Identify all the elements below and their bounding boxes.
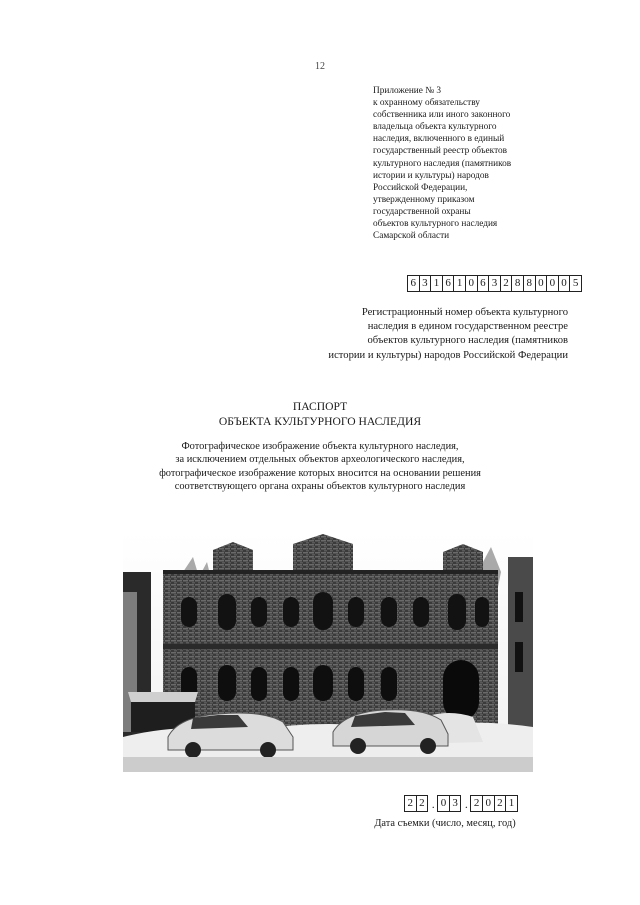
appendix-line: государственной охраны <box>373 206 471 217</box>
appendix-line: Российской Федерации, <box>373 182 468 193</box>
appendix-line: Приложение № 3 <box>373 86 442 96</box>
registration-caption-line: объектов культурного наследия (памятников <box>367 335 568 347</box>
registration-digit: 5 <box>569 275 582 292</box>
registration-digit: 0 <box>558 275 571 292</box>
registration-digit: 3 <box>488 275 501 292</box>
registration-digit: 1 <box>453 275 466 292</box>
photo-caption-line: за исключением отдельных объектов археологического наследия, <box>175 454 465 466</box>
date-year <box>471 795 517 812</box>
date-digit: 2 <box>470 795 483 812</box>
registration-caption-line: истории и культуры) народов Российской Федерации <box>328 349 568 361</box>
appendix-line: Самарской области <box>373 231 450 242</box>
page-number: 12 <box>315 61 325 72</box>
appendix-block <box>373 85 613 242</box>
photo-caption-line: фотографическое изображение которых вносится на основании решения <box>159 467 481 479</box>
registration-digit: 2 <box>500 275 513 292</box>
appendix-line: культурного наследия (памятников <box>373 158 512 169</box>
registration-caption <box>268 306 568 363</box>
shoot-date-caption: Дата съемки (число, месяц, год) <box>374 818 516 829</box>
registration-digit: 3 <box>419 275 432 292</box>
registration-caption-line: Регистрационный номер объекта культурного <box>361 307 568 318</box>
date-digit: 2 <box>494 795 507 812</box>
passport-title <box>0 399 640 429</box>
date-separator: . <box>431 797 435 811</box>
date-day <box>405 795 428 812</box>
appendix-line: владельца объекта культурного <box>373 122 497 133</box>
registration-digit: 6 <box>442 275 455 292</box>
appendix-line: объектов культурного наследия <box>373 219 498 230</box>
building-photo <box>123 532 533 772</box>
date-digit: 0 <box>482 795 495 812</box>
title-line-2: ОБЪЕКТА КУЛЬТУРНОГО НАСЛЕДИЯ <box>218 415 422 428</box>
shoot-date-boxes <box>405 792 518 812</box>
date-digit: 0 <box>437 795 450 812</box>
registration-digit: 8 <box>523 275 536 292</box>
date-month <box>438 795 461 812</box>
appendix-line: истории и культуры) народов <box>373 170 489 181</box>
registration-digit: 8 <box>511 275 524 292</box>
registration-digit: 1 <box>430 275 443 292</box>
appendix-line: государственный реестр объектов <box>373 146 508 157</box>
title-line-1: ПАСПОРТ <box>292 400 348 413</box>
registration-digit: 6 <box>407 275 420 292</box>
registration-number-boxes <box>408 275 582 292</box>
date-digit: 2 <box>404 795 417 812</box>
appendix-line: собственника или иного законного <box>373 110 511 121</box>
date-separator: . <box>464 797 468 811</box>
date-digit: 1 <box>505 795 518 812</box>
registration-caption-line: наследия в едином государственном реестре <box>367 321 568 333</box>
appendix-line: утвержденному приказом <box>373 194 475 205</box>
registration-digit: 0 <box>465 275 478 292</box>
appendix-line: наследия, включенного в единый <box>373 134 505 145</box>
photo-caption-line: соответствующего органа охраны объектов культурного наследия <box>174 481 466 493</box>
photo-caption-line: Фотографическое изображение объекта культурного наследия, <box>181 441 459 452</box>
registration-digit: 0 <box>546 275 559 292</box>
photo-caption <box>0 440 640 494</box>
registration-digit: 0 <box>535 275 548 292</box>
registration-digit: 6 <box>477 275 490 292</box>
appendix-line: к охранному обязательству <box>373 98 480 109</box>
date-digit: 2 <box>416 795 429 812</box>
date-digit: 3 <box>449 795 462 812</box>
